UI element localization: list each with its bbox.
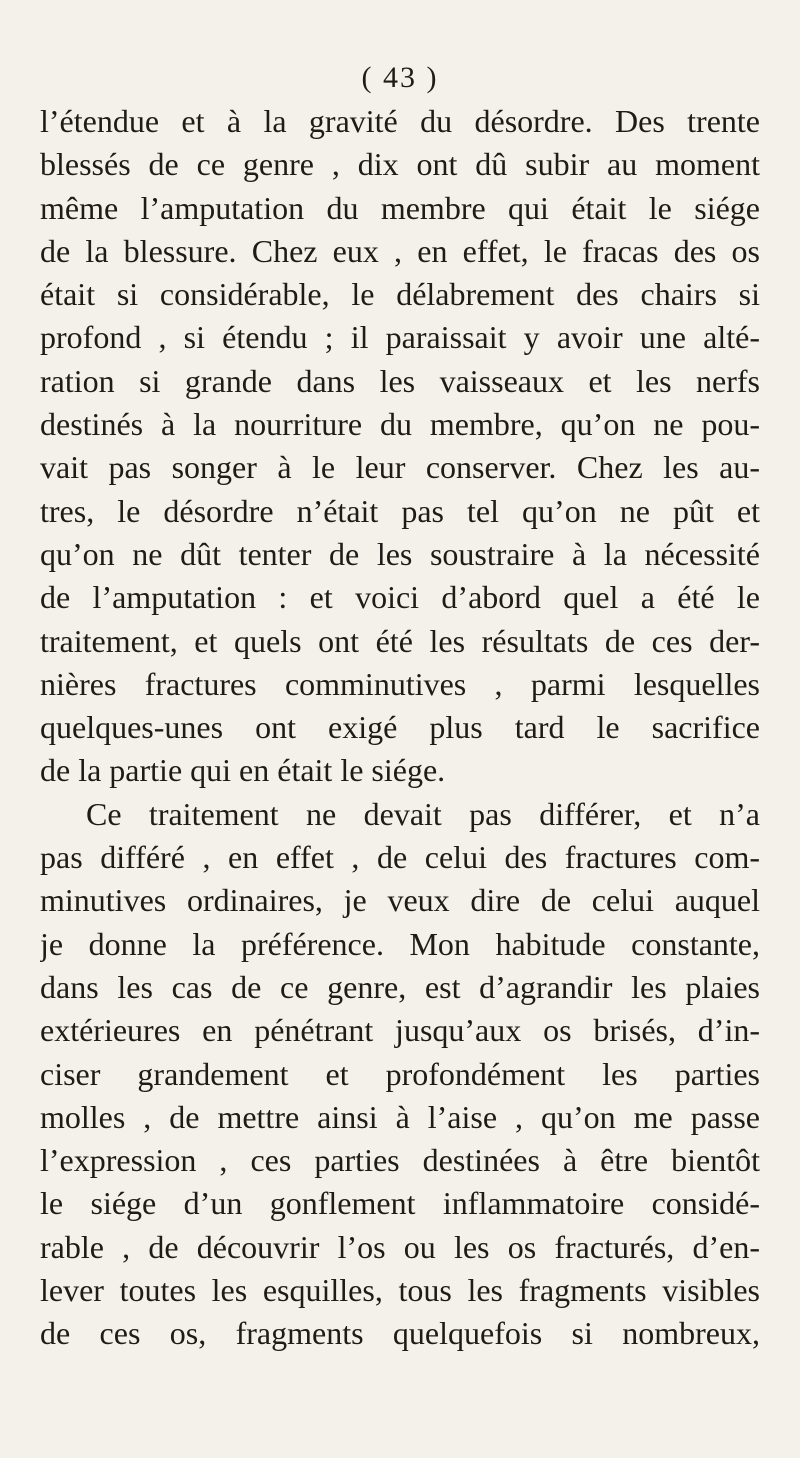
- text-line: de l’amputation : et voici d’abord quel a été le: [40, 579, 760, 616]
- text-line: je donne la préférence. Mon habitude constante,: [40, 925, 760, 962]
- text-line: dans les cas de ce genre, est d’agrandir les plaies: [40, 968, 760, 1005]
- text-line: tres, le désordre n’était pas tel qu’on ne pût et: [40, 492, 760, 529]
- body-text: [40, 100, 760, 1356]
- text-line: qu’on ne dût tenter de les soustraire à la nécessité: [40, 535, 760, 572]
- text-line: vait pas songer à le leur conserver. Chez les au-: [40, 449, 760, 486]
- paragraph-end-line: de la partie qui en était le siége.: [40, 752, 446, 789]
- text-line: quelques-unes ont exigé plus tard le sacrifice: [40, 709, 760, 746]
- paragraph-start-line: Ce traitement ne devait pas différer, et n’a: [86, 795, 760, 832]
- text-line: ration si grande dans les vaisseaux et les nerfs: [40, 362, 760, 399]
- text-line: ciser grandement et profondément les parties: [40, 1055, 760, 1092]
- text-line: de ces os, fragments quelquefois si nombreux,: [40, 1315, 760, 1352]
- text-line: lever toutes les esquilles, tous les fragments visibles: [40, 1272, 760, 1309]
- text-line: même l’amputation du membre qui était le siége: [40, 189, 760, 226]
- text-line: profond , si étendu ; il paraissait y avoir une alté-: [40, 319, 760, 356]
- text-line: l’expression , ces parties destinées à être bientôt: [40, 1142, 760, 1179]
- text-line: molles , de mettre ainsi à l’aise , qu’on me passe: [40, 1098, 760, 1135]
- text-line: extérieures en pénétrant jusqu’aux os brisés, d’in-: [40, 1012, 760, 1049]
- text-line: nières fractures comminutives , parmi lesquelles: [40, 665, 760, 702]
- page-number: ( 43 ): [361, 61, 439, 94]
- text-line: le siége d’un gonflement inflammatoire considé-: [40, 1185, 760, 1222]
- text-line: l’étendue et à la gravité du désordre. Des trente: [40, 103, 760, 139]
- text-line: traitement, et quels ont été les résultats de ces der-: [40, 622, 760, 659]
- text-line: destinés à la nourriture du membre, qu’on ne pou-: [40, 406, 760, 443]
- text-line: minutives ordinaires, je veux dire de celui auquel: [40, 882, 760, 919]
- text-line: pas différé , en effet , de celui des fractures com-: [40, 839, 760, 876]
- text-line: de la blessure. Chez eux , en effet, le fracas des os: [40, 232, 760, 269]
- text-line: blessés de ce genre , dix ont dû subir au moment: [40, 146, 760, 183]
- text-line: rable , de découvrir l’os ou les os fracturés, d’en-: [40, 1228, 760, 1265]
- text-line: était si considérable, le délabrement des chairs si: [40, 276, 760, 313]
